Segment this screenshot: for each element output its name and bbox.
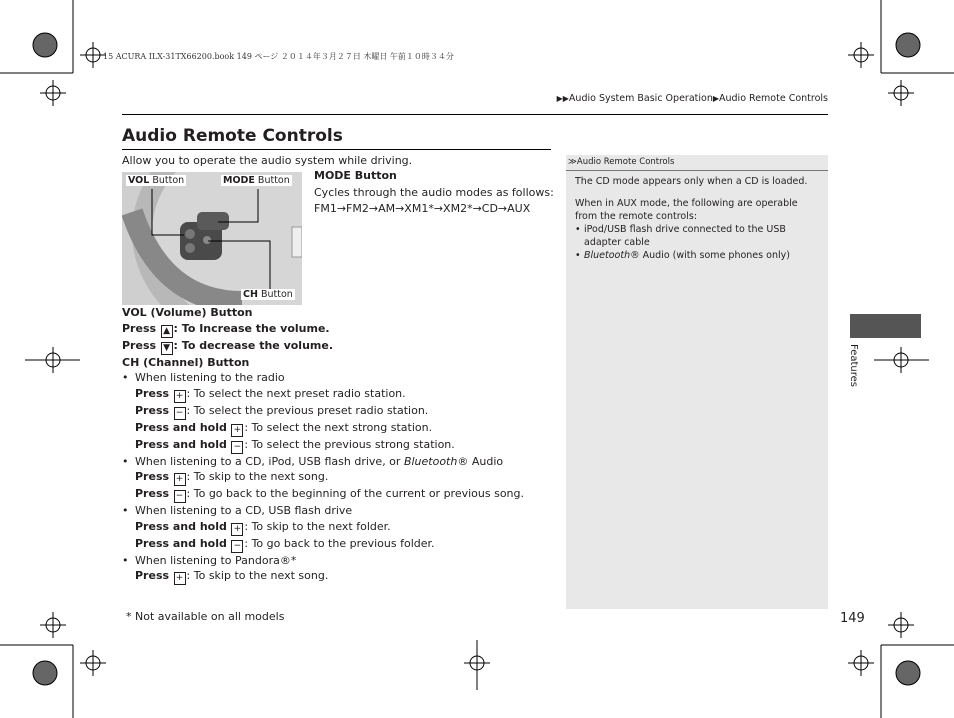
vol-button-callout: VOL Button xyxy=(128,175,185,186)
book-header-line: 15 ACURA ILX-31TX66200.book 149 ページ ２０１４年３月２７日 木曜日 午前１０時３４分 xyxy=(103,52,454,61)
top-rule xyxy=(122,114,828,115)
usb-row-1: Press and hold + : To skip to the next folder. xyxy=(135,519,391,534)
up-arrow-icon: ▲ xyxy=(161,325,173,338)
radio-row-2: Press − : To select the previous preset radio station. xyxy=(135,403,429,418)
down-arrow-icon: ▼ xyxy=(161,342,173,355)
section-tab[interactable] xyxy=(850,314,921,338)
cd-row-2: Press − : To go back to the beginning of the current or previous song. xyxy=(135,487,525,501)
bullet-pandora: • When listening to Pandora®* xyxy=(122,553,562,569)
sidebar-note xyxy=(566,155,828,609)
plus-icon: + xyxy=(174,390,186,403)
plus-icon: + xyxy=(231,424,243,437)
breadcrumb xyxy=(557,93,828,104)
minus-icon: − xyxy=(231,441,243,454)
page-title: Audio Remote Controls xyxy=(122,126,343,146)
steering-wheel-illustration xyxy=(122,172,302,305)
minus-icon: − xyxy=(174,407,186,420)
breadcrumb-arrows: ▶▶ xyxy=(556,94,569,103)
mode-button-callout: MODE Button xyxy=(223,175,290,186)
vol-heading: VOL (Volume) Button xyxy=(122,306,253,319)
plus-icon: + xyxy=(174,572,186,585)
breadcrumb-current: Audio Remote Controls xyxy=(719,93,828,104)
sidebar-p2: When in AUX mode, the following are operable from the remote controls: xyxy=(575,198,798,222)
sidebar-bullet-2: • Bluetooth® Audio (with some phones only) xyxy=(575,249,820,262)
ch-heading: CH (Channel) Button xyxy=(122,355,250,369)
vol-down-row: Press ▼ : To decrease the volume. xyxy=(122,338,334,353)
breadcrumb-separator: ▶ xyxy=(712,94,719,103)
mode-sequence: FM1→FM2→AM→XM1*→XM2*→CD→AUX xyxy=(314,202,531,215)
sidebar-heading: ≫Audio Remote Controls xyxy=(566,155,828,171)
steering-wheel-drawing xyxy=(122,172,302,305)
mode-button-description xyxy=(314,185,554,217)
sidebar-p1: The CD mode appears only when a CD is loaded. xyxy=(575,176,808,187)
plus-icon: + xyxy=(174,473,186,486)
mode-desc-text: Cycles through the audio modes as follows: xyxy=(314,186,554,199)
radio-row-1: Press + : To select the next preset radio station. xyxy=(135,386,406,401)
plus-icon: + xyxy=(231,523,243,536)
sidebar-bullet-1: • iPod/USB flash drive connected to the USB adapter cable xyxy=(575,223,820,249)
intro-text: Allow you to operate the audio system while driving. xyxy=(122,154,413,167)
bullet-cd-usb: • When listening to a CD, USB flash drive xyxy=(122,503,562,519)
bullet-radio: • When listening to the radio xyxy=(122,370,562,386)
sidebar-body xyxy=(566,171,828,262)
footnote: * Not available on all models xyxy=(126,610,285,623)
cd-row-1: Press + : To skip to the next song. xyxy=(135,470,329,484)
section-tab-label: Features xyxy=(848,344,859,387)
bullet-cd-ipod: • When listening to a CD, iPod, USB flash drive, or Bluetooth® Audio xyxy=(122,454,562,470)
reference-icon: ≫ xyxy=(568,157,577,167)
mode-button-heading: MODE Button xyxy=(314,169,397,182)
title-rule xyxy=(122,149,551,150)
minus-icon: − xyxy=(174,490,186,503)
ch-button-callout: CH Button xyxy=(243,289,293,300)
vol-up-row: Press ▲ : To Increase the volume. xyxy=(122,321,330,336)
radio-row-3: Press and hold + : To select the next strong station. xyxy=(135,420,433,435)
minus-icon: − xyxy=(231,540,243,553)
breadcrumb-link-audio-basic[interactable]: Audio System Basic Operation xyxy=(568,93,713,104)
button-instructions xyxy=(122,305,562,585)
radio-row-4: Press and hold − : To select the previous strong station. xyxy=(135,437,455,452)
usb-row-2: Press and hold − : To go back to the previous folder. xyxy=(135,536,435,551)
pandora-row-1: Press + : To skip to the next song. xyxy=(135,569,329,583)
page-number: 149 xyxy=(840,611,865,626)
